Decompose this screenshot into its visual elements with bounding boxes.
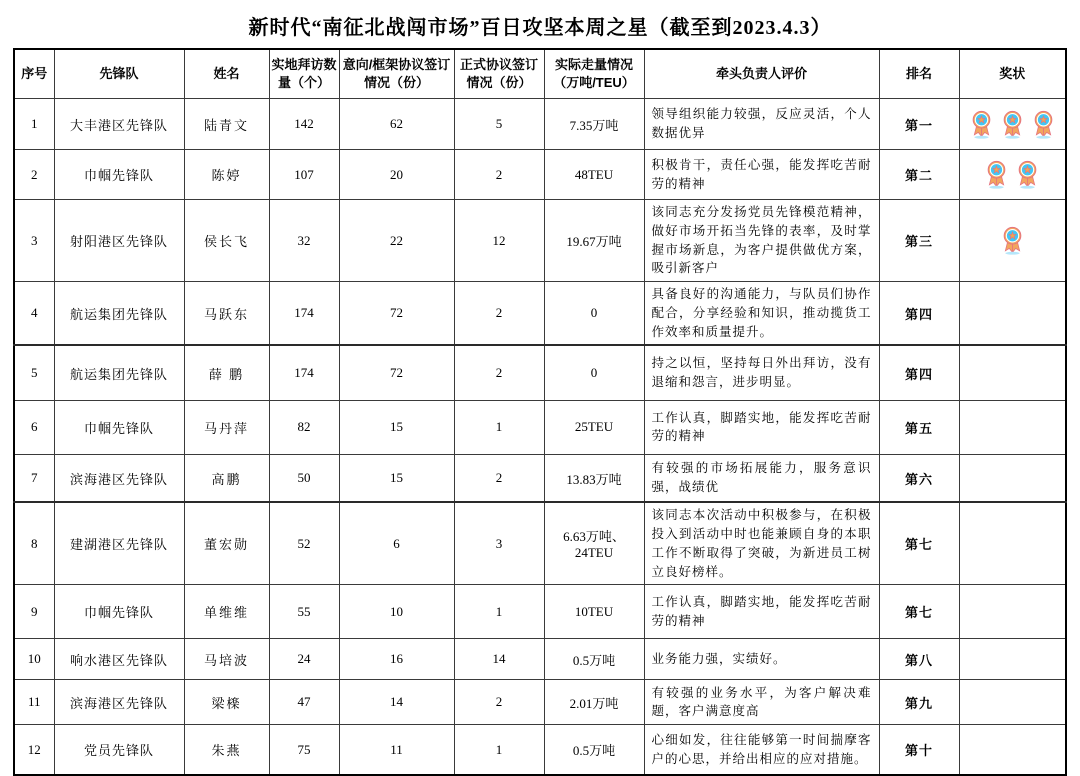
cell-evaluation: 该同志本次活动中积极参与，在积极投入到活动中时也能兼顾自身的本职工作不断取得了突破，为新进员工树立良好榜样。 [644,502,879,585]
cell-no: 1 [14,99,54,150]
cell-team: 大丰港区先锋队 [54,99,184,150]
cell-volume: 0.5万吨 [544,639,644,680]
cell-team: 巾帼先锋队 [54,400,184,454]
page-title: 新时代“南征北战闯市场”百日攻坚本周之星（截至到2023.4.3） [248,17,832,39]
cell-name: 董宏勋 [184,502,269,585]
cell-rank: 第九 [879,680,959,725]
cell-rank: 第八 [879,639,959,680]
cell-evaluation: 业务能力强，实绩好。 [644,639,879,680]
header-cell-intent: 意向/框架协议签订情况（份） [339,49,454,99]
cell-medals [959,99,1066,150]
cell-volume: 10TEU [544,585,644,639]
award-medal-icon [999,226,1026,255]
table-row [14,200,1066,282]
cell-no: 3 [14,200,54,282]
header-row [14,49,1066,99]
header-cell-formal: 正式协议签订情况（份） [454,49,544,99]
cell-formal: 14 [454,639,544,680]
cell-visits: 52 [269,502,339,585]
cell-volume: 48TEU [544,150,644,200]
cell-visits: 107 [269,150,339,200]
cell-evaluation: 积极肯干，责任心强，能发挥吃苦耐劳的精神 [644,150,879,200]
table-row [14,282,1066,346]
header-cell-no: 序号 [14,49,54,99]
cell-intent: 20 [339,150,454,200]
table-row [14,345,1066,400]
cell-evaluation: 工作认真，脚踏实地，能发挥吃苦耐劳的精神 [644,585,879,639]
cell-evaluation: 领导组织能力较强，反应灵活，个人数据优异 [644,99,879,150]
table-body [14,99,1066,775]
cell-formal: 2 [454,345,544,400]
cell-volume: 13.83万吨 [544,454,644,502]
table-row [14,99,1066,150]
cell-rank: 第四 [879,345,959,400]
cell-medals [959,725,1066,775]
cell-name: 马丹萍 [184,400,269,454]
cell-medals [959,282,1066,346]
weekly-star-table [13,48,1067,776]
cell-formal: 5 [454,99,544,150]
cell-visits: 24 [269,639,339,680]
cell-no: 12 [14,725,54,775]
cell-visits: 50 [269,454,339,502]
cell-evaluation: 该同志充分发扬党员先锋模范精神，做好市场开拓当先锋的表率，及时掌握市场新息，为客户提供做优方案，吸引新客户 [644,200,879,282]
cell-rank: 第五 [879,400,959,454]
header-cell-name: 姓名 [184,49,269,99]
cell-rank: 第四 [879,282,959,346]
cell-medals [959,639,1066,680]
table-row [14,400,1066,454]
cell-formal: 1 [454,400,544,454]
cell-team: 巾帼先锋队 [54,585,184,639]
table-row [14,150,1066,200]
cell-name: 陈婷 [184,150,269,200]
header-cell-evaluation: 牵头负责人评价 [644,49,879,99]
cell-name: 梁檪 [184,680,269,725]
cell-team: 射阳港区先锋队 [54,200,184,282]
cell-no: 8 [14,502,54,585]
cell-intent: 16 [339,639,454,680]
cell-no: 4 [14,282,54,346]
cell-team: 党员先锋队 [54,725,184,775]
cell-rank: 第三 [879,200,959,282]
cell-name: 薛 鹏 [184,345,269,400]
cell-volume: 0.5万吨 [544,725,644,775]
cell-intent: 62 [339,99,454,150]
cell-formal: 1 [454,585,544,639]
table-row [14,585,1066,639]
table-row [14,502,1066,585]
cell-name: 朱燕 [184,725,269,775]
cell-no: 11 [14,680,54,725]
cell-formal: 1 [454,725,544,775]
cell-evaluation: 心细如发，往往能够第一时间揣摩客户的心思，并给出相应的应对措施。 [644,725,879,775]
cell-intent: 6 [339,502,454,585]
cell-visits: 82 [269,400,339,454]
cell-name: 马培波 [184,639,269,680]
cell-no: 5 [14,345,54,400]
cell-rank: 第一 [879,99,959,150]
cell-rank: 第七 [879,502,959,585]
cell-name: 陆青文 [184,99,269,150]
cell-rank: 第六 [879,454,959,502]
cell-visits: 47 [269,680,339,725]
cell-medals [959,502,1066,585]
cell-no: 9 [14,585,54,639]
cell-volume: 0 [544,282,644,346]
cell-team: 滨海港区先锋队 [54,680,184,725]
cell-formal: 2 [454,454,544,502]
cell-formal: 2 [454,150,544,200]
cell-volume: 19.67万吨 [544,200,644,282]
cell-medals [959,400,1066,454]
cell-formal: 2 [454,282,544,346]
table-row [14,725,1066,775]
cell-team: 航运集团先锋队 [54,345,184,400]
header-cell-volume: 实际走量情况（万吨/TEU） [544,49,644,99]
table-row [14,680,1066,725]
cell-volume: 0 [544,345,644,400]
cell-volume: 6.63万吨、24TEU [544,502,644,585]
cell-intent: 15 [339,400,454,454]
header-cell-medals: 奖状 [959,49,1066,99]
cell-formal: 12 [454,200,544,282]
cell-intent: 14 [339,680,454,725]
cell-team: 建湖港区先锋队 [54,502,184,585]
cell-team: 滨海港区先锋队 [54,454,184,502]
table-row [14,639,1066,680]
cell-visits: 75 [269,725,339,775]
cell-medals [959,345,1066,400]
cell-medals [959,585,1066,639]
header-cell-rank: 排名 [879,49,959,99]
table-row [14,454,1066,502]
cell-visits: 55 [269,585,339,639]
cell-no: 7 [14,454,54,502]
cell-evaluation: 工作认真，脚踏实地，能发挥吃苦耐劳的精神 [644,400,879,454]
award-medal-icon [999,110,1026,139]
cell-volume: 2.01万吨 [544,680,644,725]
award-medal-icon [1014,160,1041,189]
cell-team: 响水港区先锋队 [54,639,184,680]
cell-formal: 2 [454,680,544,725]
cell-name: 侯长飞 [184,200,269,282]
cell-rank: 第十 [879,725,959,775]
cell-formal: 3 [454,502,544,585]
cell-team: 巾帼先锋队 [54,150,184,200]
cell-intent: 11 [339,725,454,775]
award-medal-icon [968,110,995,139]
cell-evaluation: 有较强的市场拓展能力，服务意识强，战绩优 [644,454,879,502]
cell-intent: 10 [339,585,454,639]
cell-evaluation: 持之以恒，坚持每日外出拜访，没有退缩和怨言，进步明显。 [644,345,879,400]
cell-name: 马跃东 [184,282,269,346]
header-cell-visits: 实地拜访数量（个） [269,49,339,99]
cell-no: 10 [14,639,54,680]
cell-medals [959,150,1066,200]
cell-no: 6 [14,400,54,454]
cell-evaluation: 具备良好的沟通能力，与队员们协作配合，分享经验和知识，推动揽货工作效率和质量提升。 [644,282,879,346]
award-medal-icon [1030,110,1057,139]
cell-evaluation: 有较强的业务水平，为客户解决难题，客户满意度高 [644,680,879,725]
cell-visits: 174 [269,282,339,346]
cell-no: 2 [14,150,54,200]
cell-name: 单维维 [184,585,269,639]
cell-team: 航运集团先锋队 [54,282,184,346]
cell-name: 高鹏 [184,454,269,502]
cell-rank: 第二 [879,150,959,200]
cell-medals [959,680,1066,725]
header-cell-team: 先锋队 [54,49,184,99]
cell-intent: 15 [339,454,454,502]
cell-intent: 72 [339,345,454,400]
cell-visits: 32 [269,200,339,282]
award-medal-icon [983,160,1010,189]
cell-intent: 72 [339,282,454,346]
cell-visits: 174 [269,345,339,400]
cell-visits: 142 [269,99,339,150]
cell-medals [959,454,1066,502]
cell-intent: 22 [339,200,454,282]
cell-volume: 25TEU [544,400,644,454]
cell-medals [959,200,1066,282]
cell-rank: 第七 [879,585,959,639]
cell-volume: 7.35万吨 [544,99,644,150]
